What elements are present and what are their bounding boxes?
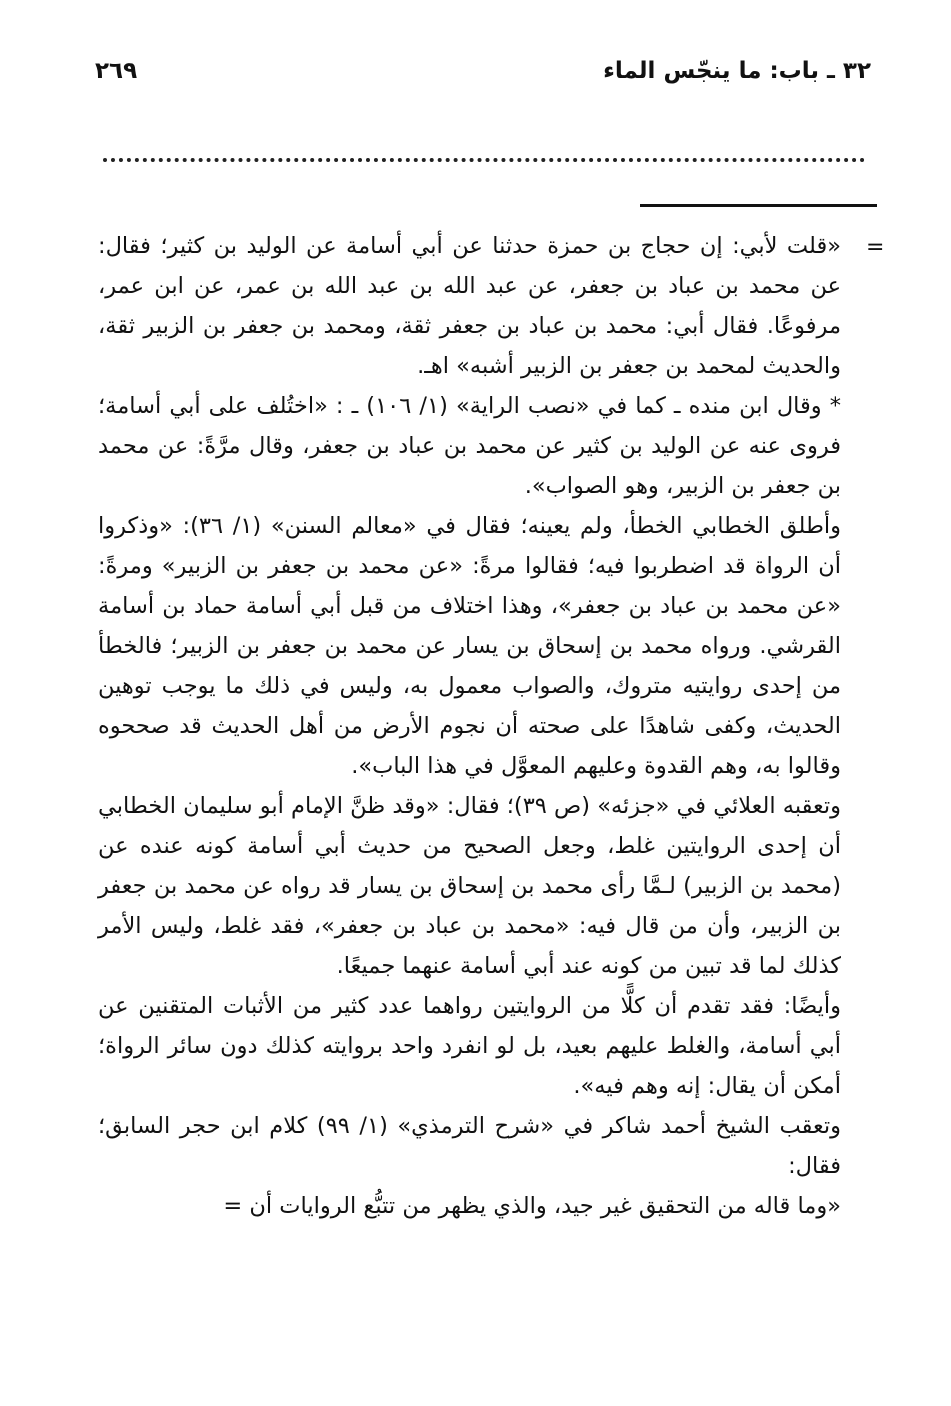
chapter-title: ٣٢ ـ باب: ما ينجّس الماء xyxy=(603,58,871,84)
page-header xyxy=(95,58,871,108)
page-number: ٢٦٩ xyxy=(95,58,138,84)
footnote-separator xyxy=(640,204,877,207)
dotted-separator xyxy=(103,158,865,162)
paragraph-shakir-quote: «وما قاله من التحقيق غير جيد، والذي يظهر من تتبُّع الروايات أن = xyxy=(223,1193,841,1219)
paragraph-also: وأيضًا: فقد تقدم أن كلًّا من الروايتين رواهما عدد كثير من الأثبات المتقنين عن أبي أسامة، والغلط عليهم بعيد، بل لو انفرد واحد بروايته كذلك دون سائر الرواة؛ أمكن أن يقال: إنه وهم فيه». xyxy=(98,993,841,1099)
paragraph-khattabi: وأطلق الخطابي الخطأ، ولم يعينه؛ فقال في «معالم السنن» (١/ ٣٦): «وذكروا أن الرواة قد اضطربوا فيه؛ فقالوا مرةً: «عن محمد بن جعفر بن الزبير» ومرةً: «عن محمد بن عباد بن جعفر»، وهذا اختلاف من قبل أبي أسامة حماد بن أسامة القرشي. ورواه محمد بن إسحاق بن يسار عن محمد بن جعفر بن الزبير؛ فالخطأ من إحدى روايتيه متروك، والصواب معمول به، وليس في ذلك ما يوجب توهين الحديث، وكفى شاهدًا على صحته أن نجوم الأرض من أهل الحديث قد صححوه وقالوا به، وهم القدوة وعليهم المعوَّل في هذا الباب». xyxy=(98,513,842,779)
continuation-mark: = xyxy=(866,235,885,260)
paragraph-quote-abu-hatim: «قلت لأبي: إن حجاج بن حمزة حدثنا عن أبي أسامة عن الوليد بن كثير؛ فقال: عن محمد بن عباد بن جعفر، عن عبد الله بن عبد الله بن عمر، عن ابن عمر، مرفوعًا. فقال أبي: محمد بن عباد بن جعفر ثقة، ومحمد بن جعفر بن الزبير ثقة، والحديث لمحمد بن جعفر بن الزبير أشبه» اهـ. xyxy=(98,233,841,379)
footnote-body xyxy=(98,226,841,1226)
paragraph-shakir: وتعقب الشيخ أحمد شاكر في «شرح الترمذي» (١/ ٩٩) كلام ابن حجر السابق؛ فقال: xyxy=(98,1113,842,1179)
paragraph-alai: وتعقبه العلائي في «جزئه» (ص ٣٩)؛ فقال: «وقد ظنَّ الإمام أبو سليمان الخطابي أن إحدى الروايتين غلط، وجعل الصحيح من حديث أبي أسامة كونه عنده عن (محمد بن الزبير) لـمَّا رأى محمد بن إسحاق بن يسار قد رواه عن محمد بن جعفر بن الزبير، وأن من قال فيه: «محمد بن عباد بن جعفر»، فقد غلط، وليس الأمر كذلك لما قد تبين من كونه عند أبي أسامة عنهما جميعًا. xyxy=(98,793,841,979)
paragraph-ibn-mandah: * وقال ابن منده ـ كما في «نصب الراية» (١/ ١٠٦) ـ : «اختُلف على أبي أسامة؛ فروى عنه عن الوليد بن كثير عن محمد بن عباد بن جعفر، وقال مرَّةً: عن محمد بن جعفر بن الزبير، وهو الصواب». xyxy=(98,393,841,499)
